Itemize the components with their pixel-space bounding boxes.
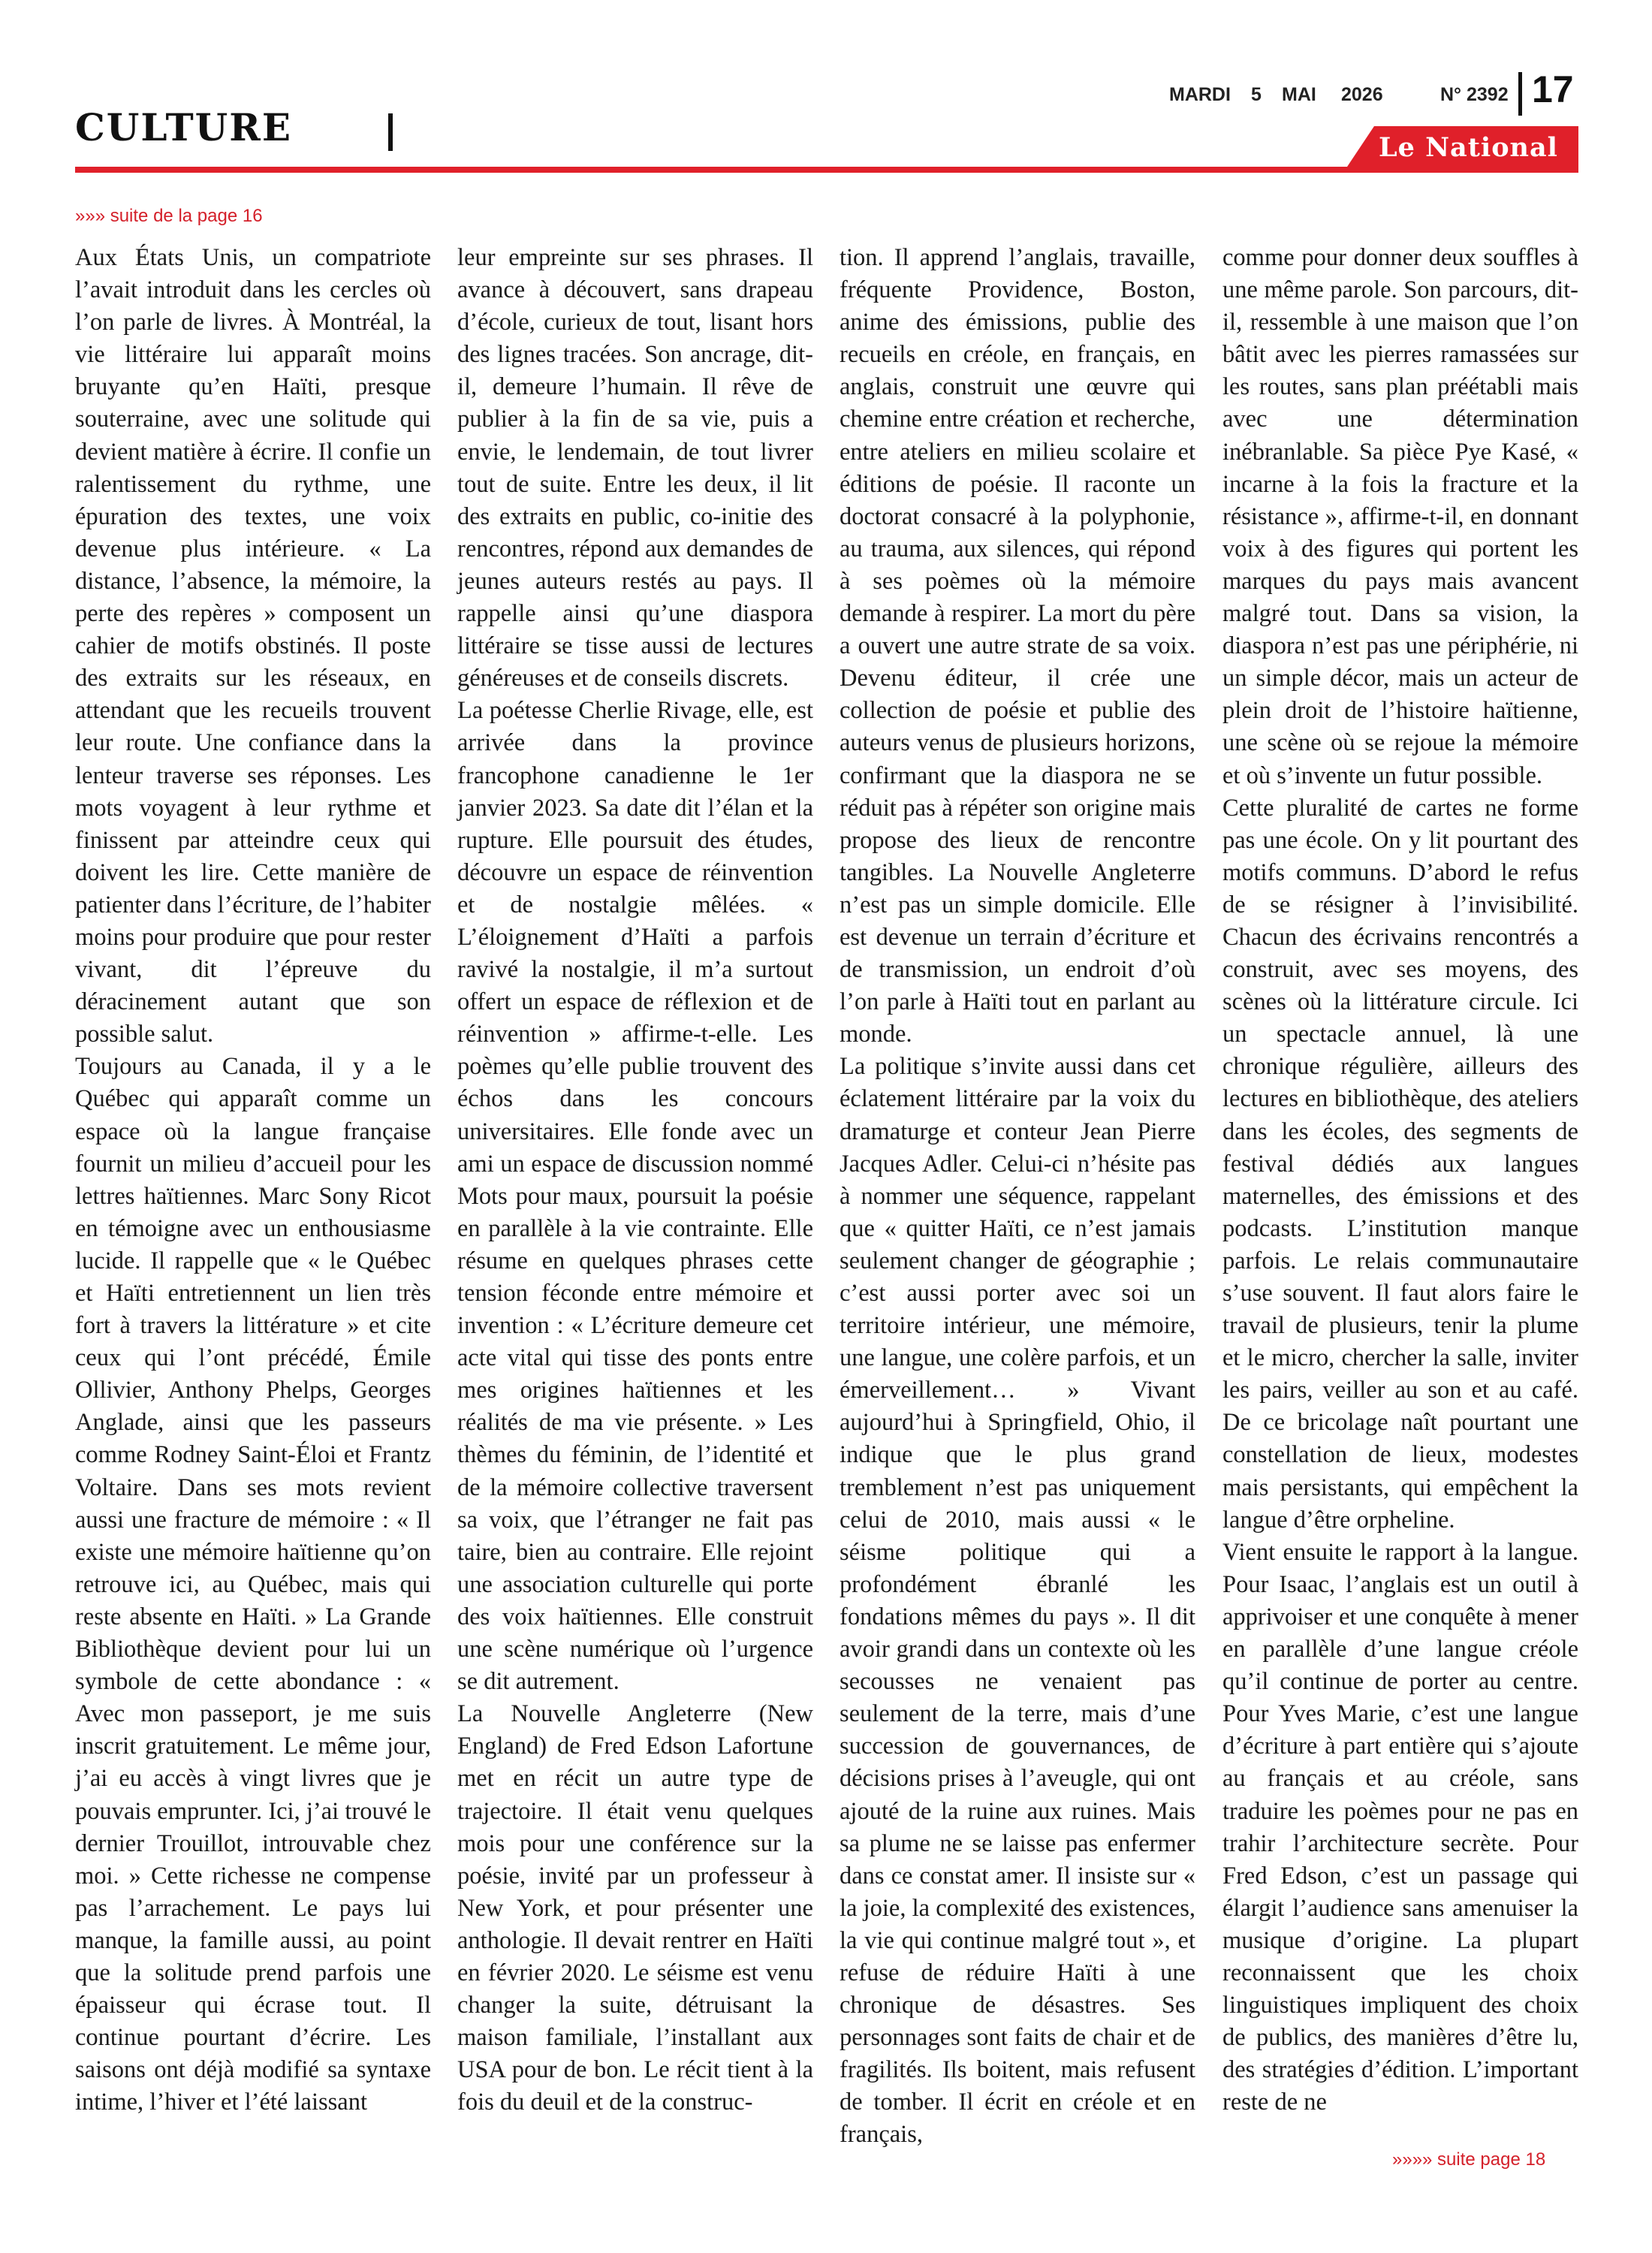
paragraph: Toujours au Canada, il y a le Québec qui apparaît comme un espace où la langue française fournit un milieu d’accueil pour les lettres haïtiennes. Marc Sony Ricot en témoigne avec un enthousiasme lucide. Il rappelle que « le Québec et Haïti entretiennent un lien très fort à travers la littérature » et cite ceux qui l’ont précédé, Émile Ollivier, Anthony Phelps, Georges Anglade, ainsi que les passeurs comme Rodney Saint-Éloi et Frantz Voltaire. Dans ses mots revient aussi une fracture de mémoire : « Il existe une mémoire haïtienne qu’on retrouve ici, au Québec, mais qui reste absente en Haïti. » La Grande Bibliothèque devient pour lui un symbole de cette abondance : « Avec mon passeport, je me suis inscrit gratuitement. Le même jour, j’ai eu accès à vingt livres que je pouvais emprunter. Ici, j’ai trouvé le dernier Trouillot, introuvable chez moi. » Cette richesse ne compense pas l’arrachement. Le pays lui manque, la famille aussi, au point que la solitude prend parfois une épaisseur qui écrase tout. Il continue pourtant d’écrire. Les saisons ont déjà modifié sa syntaxe intime, l’hiver et l’été laissant	[75, 1053, 431, 2116]
paragraph: La Nouvelle Angleterre (New England) de Fred Edson Lafortune met en récit un autre type de trajectoire. Il était venu quelques mois pour une conférence sur la poésie, invité par un professeur à New York, et pour présenter une anthologie. Il devait rentrer en Haïti en février 2020. Le séisme est venu changer la suite, détruisant la maison familiale, l’installant aux USA pour de bon. Le récit tient à la fois du deuil et de la construc-	[457, 1700, 813, 2116]
paragraph: comme pour donner deux souffles à une même parole. Son parcours, dit-il, ressemble à une maison que l’on bâtit avec les pierres ramassées sur les routes, sans plan préétabli mais avec une détermination inébranlable. Sa pièce Pye Kasé, « incarne à la fois la fracture et la résistance », affirme-t-il, en donnant voix à des figures qui portent les marques du pays mais avancent malgré tout. Dans sa vision, la diaspora n’est pas une périphérie, ni un simple décor, mais un acteur de plein droit de l’histoire haïtienne, une scène où se rejoue la mémoire et où s’invente un futur possible.	[1222, 244, 1578, 789]
paragraph: Cette pluralité de cartes ne forme pas une école. On y lit pourtant des motifs communs. D’abord le refus de se résigner à l’invisibilité. Chacun des écrivains rencontrés a construit, avec ses moyens, des scènes où la littérature circule. Ici un spectacle annuel, là une chronique régulière, ailleurs des lectures en bibliothèque, des ateliers dans les écoles, des segments de festival dédiés aux langues maternelles, des émissions et des podcasts. L’institution manque parfois. Le relais communautaire s’use souvent. Il faut alors faire le travail de plusieurs, tenir la plume et le micro, chercher la salle, inviter les pairs, veiller au son et au café. De ce bricolage naît pourtant une constellation de lieux, modestes mais persistants, qui empêchent la langue d’être orpheline.	[1222, 794, 1578, 1534]
issue-day: MARDI	[1169, 84, 1231, 105]
paragraph: Aux États Unis, un compatriote l’avait introduit dans les cercles où l’on parle de livres. À Montréal, la vie littéraire lui apparaît moins bruyante qu’en Haïti, presque souterraine, avec une solitude qui devient matière à écrire. Il confie un ralentissement du rythme, une épuration des textes, une voix devenue plus intérieure. « La distance, l’absence, la mémoire, la perte des repères » composent un cahier de motifs obstinés. Il poste des extraits sur les réseaux, en attendant que les recueils trouvent leur route. Une confiance dans la lenteur traverse ses réponses. Les mots voyagent à leur rythme et finissent par atteindre ceux qui doivent les lire. Cette manière de patienter dans l’écriture, de l’habiter moins pour produire que pour rester vivant, dit l’épreuve du déracinement autant que son possible salut.	[75, 244, 431, 1048]
continued-to-link[interactable]: »»»» suite page 18	[1392, 2149, 1546, 2170]
header-red-rule	[75, 167, 1578, 173]
article-column-1	[75, 242, 431, 2134]
article-column-4	[1222, 242, 1578, 2134]
section-title-bar	[388, 113, 393, 151]
issue-date-number: 5	[1251, 84, 1262, 105]
page-number: 17	[1532, 68, 1574, 110]
continued-from-note: »»» suite de la page 16	[75, 206, 263, 226]
paragraph: tion. Il apprend l’anglais, travaille, fréquente Providence, Boston, anime des émissions, publie des recueils en créole, en français, en anglais, construit une œuvre qui chemine entre création et recherche, entre ateliers en milieu scolaire et éditions de poésie. Il raconte un doctorat consacré à la polyphonie, au trauma, aux silences, qui répond à ses poèmes où la mémoire demande à respirer. La mort du père a ouvert une autre strate de sa voix. Devenu éditeur, il crée une collection de poésie et publie des auteurs venus de plusieurs horizons, confirmant que la diaspora ne se réduit pas à répéter son origine mais propose des lieux de rencontre tangibles. La Nouvelle Angleterre n’est pas un simple domicile. Elle est devenue un terrain d’écriture et de transmission, un endroit d’où l’on parle à Haïti tout en parlant au monde.	[840, 244, 1195, 1048]
article-column-3	[840, 242, 1195, 2149]
article-column-2	[457, 242, 813, 2134]
issue-divider	[1518, 72, 1522, 116]
issue-year: 2026	[1341, 84, 1383, 105]
paragraph: La politique s’invite aussi dans cet éclatement littéraire par la voix du dramaturge et conteur Jean Pierre Jacques Adler. Celui-ci n’hésite pas à nommer une séquence, rappelant que « quitter Haïti, ce n’est jamais seulement changer de géographie ; c’est aussi porter avec soi un territoire intérieur, une mémoire, une langue, une colère parfois, et un émerveillement… » Vivant aujourd’hui à Springfield, Ohio, il indique que le plus grand tremblement n’est pas uniquement celui de 2010, mais aussi « le séisme politique qui a profondément ébranlé les fondations mêmes du pays ». Il dit avoir grandi dans un contexte où les secousses ne venaient pas seulement de la terre, mais d’une succession de gouvernances, de décisions prises à l’aveugle, qui ont ajouté de la ruine aux ruines. Mais sa plume ne se laisse pas enfermer dans ce constat amer. Il insiste sur « la joie, la complexité des existences, la vie qui continue malgré tout », et refuse de réduire Haïti à une chronique de désastres. Ses personnages sont faits de chair et de fragilités. Ils boitent, mais refusent de tomber. Il écrit en créole et en français,	[840, 1053, 1195, 2149]
article-columns	[75, 242, 1578, 2149]
brand-name: Le National	[1379, 132, 1558, 163]
paragraph: leur empreinte sur ses phrases. Il avance à découvert, sans drapeau d’école, curieux de tout, lisant hors des lignes tracées. Son ancrage, dit-il, demeure l’humain. Il rêve de publier à la fin de sa vie, puis a envie, le lendemain, de tout livrer tout de suite. Entre les deux, il lit des extraits en public, co-initie des rencontres, répond aux demandes de jeunes auteurs restés au pays. Il rappelle ainsi qu’une diaspora littéraire se tisse aussi de lectures généreuses et de conseils discrets.	[457, 244, 813, 692]
paragraph: La poétesse Cherlie Rivage, elle, est arrivée dans la province francophone canadienne le 1er janvier 2023. Sa date dit l’élan et la rupture. Elle poursuit des études, découvre un espace de réinvention et de nostalgie mêlées. « L’éloignement d’Haïti a parfois ravivé la nostalgie, il m’a surtout offert un espace de réflexion et de réinvention » affirme-t-elle. Les poèmes qu’elle publie trouvent des échos dans les concours universitaires. Elle fonde avec un ami un espace de discussion nommé Mots pour maux, poursuit la poésie en parallèle à la vie contrainte. Elle résume en quelques phrases cette tension féconde entre mémoire et invention : « L’écriture demeure cet acte vital qui tisse des ponts entre mes origines haïtiennes et les réalités de ma vie présente. » Les thèmes du féminin, de l’identité et de la mémoire collective traversent sa voix, que l’étranger ne fait pas taire, bien au contraire. Elle rejoint une association culturelle qui porte des voix haïtiennes. Elle construit une scène numérique où l’urgence se dit autrement.	[457, 697, 813, 1696]
issue-number: N° 2392	[1440, 84, 1509, 105]
paragraph: Vient ensuite le rapport à la langue. Pour Isaac, l’anglais est un outil à apprivoiser et une conquête à mener en parallèle d’une langue créole qu’il continue de porter au centre. Pour Yves Marie, c’est une langue d’écriture à part entière qui s’ajoute au français et au créole, sans traduire les poèmes pour ne pas en trahir l’architecture secrète. Pour Fred Edson, c’est un passage qui élargit l’audience sans amenuiser la musique d’origine. La plupart reconnaissent que les choix linguistiques impliquent des choix de publics, des manières d’être lu, des stratégies d’édition. L’important reste de ne	[1222, 1538, 1578, 2116]
section-title: CULTURE	[75, 105, 292, 149]
issue-month: MAI	[1282, 84, 1316, 105]
